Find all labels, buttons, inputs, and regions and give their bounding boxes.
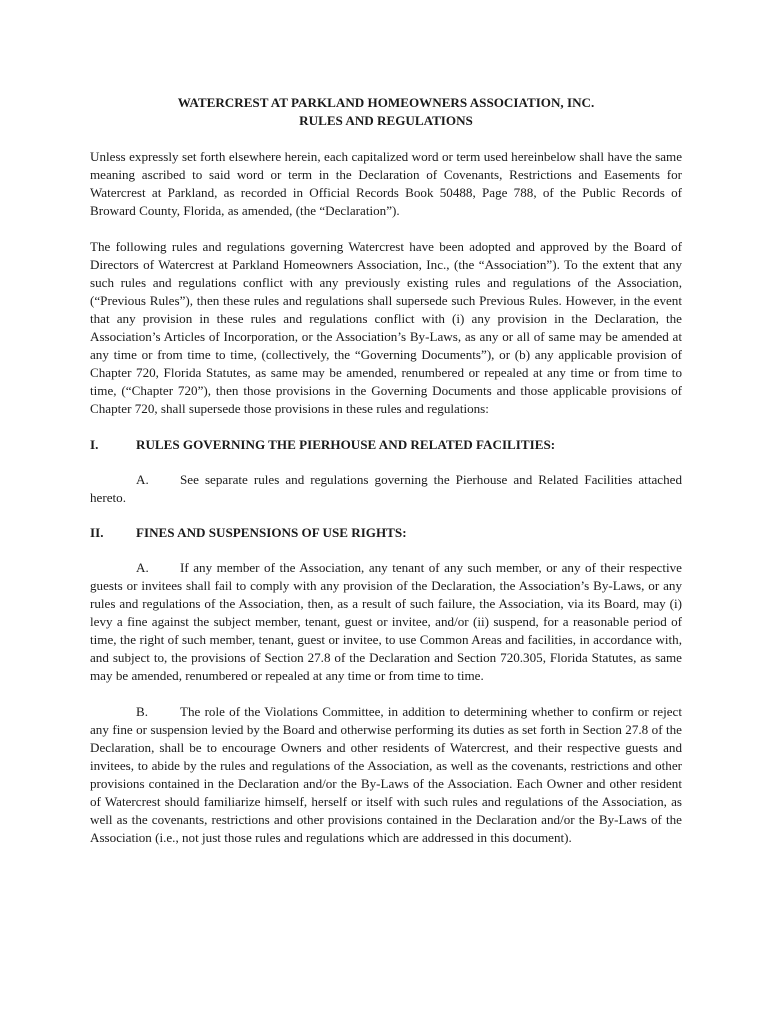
item-label: B.: [136, 703, 149, 719]
section-ii-item-a: [90, 559, 682, 686]
section-heading-i: [90, 436, 682, 454]
adoption-paragraph: The following rules and regulations governing Watercrest have been adopted and approved by the Board of Directors of Watercrest at Parkland Homeowners Association, Inc., (the “Association”). To the extent that any such rules and regulations conflict with any previously existing rules and regulations of the Association, (“Previous Rules”), then these rules and regulations shall supersede such Previous Rules. However, in the event that any provision in these rules and regulations conflict with (i) any provision in the Declaration, the Association’s Articles of Incorporation, or the Association’s By-Laws, as any or all of same may be amended at any time or from time to time, (collectively, the “Governing Documents”), or (b) any applicable provision of Chapter 720, Florida Statutes, as same may be amended, renumbered or repealed at any time or from time to time, (“Chapter 720”), then those provisions in the Governing Documents and those applicable provisions of Chapter 720, shall supersede those provisions in these rules and regulations:: [90, 238, 682, 417]
section-number: I.: [90, 436, 99, 452]
section-i-item-a: [90, 471, 682, 507]
intro-paragraph: Unless expressly set forth elsewhere herein, each capitalized word or term used hereinbelow shall have the same meaning ascribed to said word or term in the Declaration of Covenants, Restrictions and Easements for Watercrest at Parkland, as recorded in Official Records Book 50488, Page 788, of the Public Records of Broward County, Florida, as amended, (the “Declaration”).: [90, 149, 682, 219]
item-label: A.: [136, 471, 149, 487]
item-text: If any member of the Association, any tenant of any such member, or any of their respective guests or invitees shall fail to comply with any provision of the Declaration, the Association’s By-Laws, or any rules and regulations of the Association, then, as a result of such failure, the Association, via its Board, may (i) levy a fine against the subject member, tenant, guest or invitee, and/or (ii) suspend, for a reasonable period of time, the right of such member, tenant, guest or invitee, to use Common Areas and facilities, in accordance with, and subject to, the provisions of Section 27.8 of the Declaration and Section 720.305, Florida Statutes, as same may be amended, renumbered or repealed at any time or from time to time.: [90, 559, 682, 684]
section-ii-item-b: [90, 703, 682, 848]
item-label: A.: [136, 559, 149, 575]
section-heading-text: FINES AND SUSPENSIONS OF USE RIGHTS:: [136, 524, 407, 540]
document-title-line1: WATERCREST AT PARKLAND HOMEOWNERS ASSOCIATION, INC.: [177, 95, 595, 110]
section-heading-ii: [90, 524, 682, 542]
item-text: The role of the Violations Committee, in addition to determining whether to confirm or reject any fine or suspension levied by the Board and otherwise performing its duties as set forth in Section 27.8 of the Declaration, shall be to encourage Owners and other residents of Watercrest, and their respective guests and invitees, to abide by the rules and regulations of the Association, as well as the covenants, restrictions and other provisions contained in the Declaration and/or the By-Laws of the Association. Each Owner and other resident of Watercrest should familiarize himself, herself or itself with such rules and regulations of the Association, as well as the covenants, restrictions and other provisions contained in the Declaration and/or the By-Laws of the Association (i.e., not just those rules and regulations which are addressed in this document).: [90, 703, 682, 846]
section-number: II.: [90, 524, 104, 540]
item-text: See separate rules and regulations governing the Pierhouse and Related Facilities attached hereto.: [90, 471, 682, 505]
document-title-line2: RULES AND REGULATIONS: [299, 113, 473, 129]
document-page: [90, 94, 682, 847]
section-heading-text: RULES GOVERNING THE PIERHOUSE AND RELATED FACILITIES:: [136, 436, 556, 452]
